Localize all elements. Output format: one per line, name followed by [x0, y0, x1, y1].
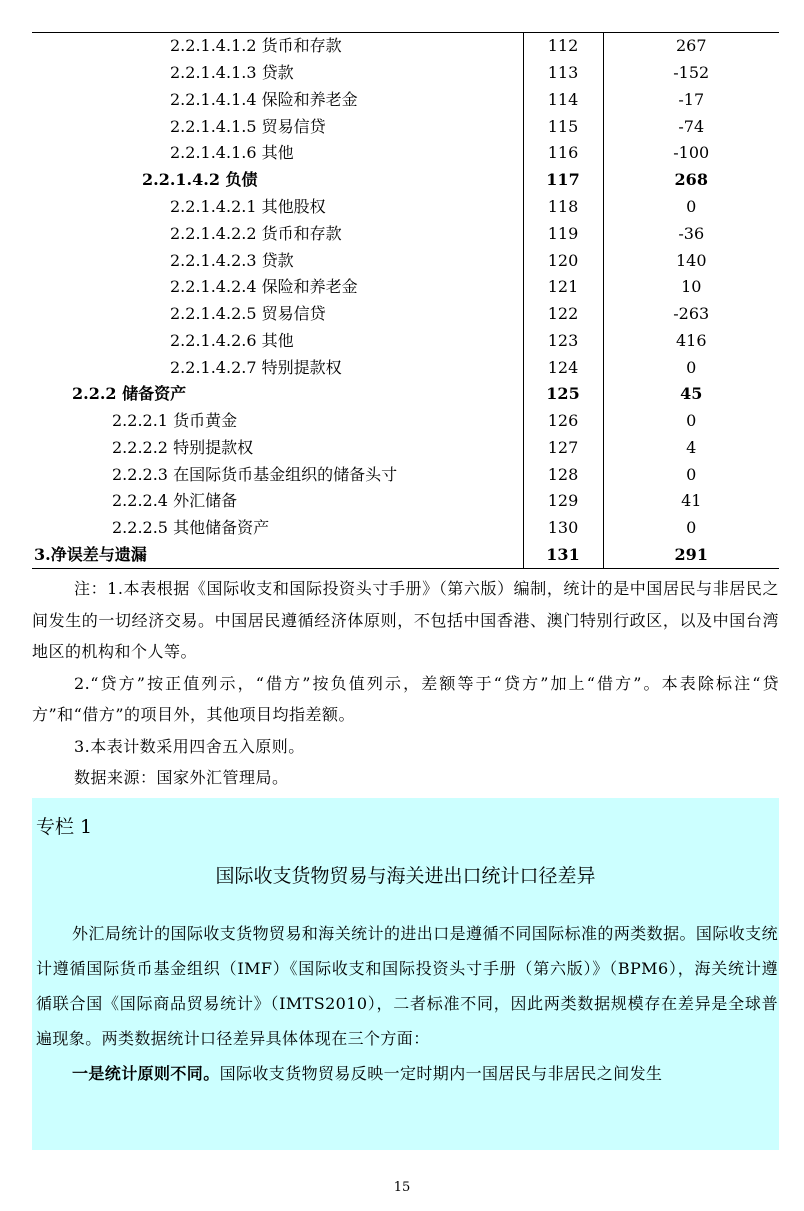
item-label: 2.2.2.4 外汇储备: [112, 491, 238, 511]
box-paragraph-1: 外汇局统计的国际收支货物贸易和海关统计的进出口是遵循不同国际标准的两类数据。国际收支统计遵循国际货币基金组织（IMF）《国际收支和国际投资头寸手册（第六版）》（BPM6），海关统计遵循联合国《国际商品贸易统计》（IMTS2010），二者标准不同，因此两类数据规模存在差异是全球普遍现象。两类数据统计口径差异具体体现在三个方面：: [36, 924, 778, 1048]
item-value: 4: [603, 434, 779, 461]
note-1: 注：1.本表根据《国际收支和国际投资头寸手册》（第六版）编制，统计的是中国居民与非居民之间发生的一切经济交易。中国居民遵循经济体原则，不包括中国香港、澳门特别行政区，以及中国台湾地区的机构和个人等。: [32, 579, 779, 661]
table-row: [32, 301, 779, 328]
table-row: [32, 542, 779, 569]
item-code: 121: [523, 274, 603, 301]
item-code: 119: [523, 220, 603, 247]
item-value: 416: [603, 327, 779, 354]
item-code: 129: [523, 488, 603, 515]
item-value: 291: [603, 542, 779, 569]
item-value: 0: [603, 408, 779, 435]
note-2: 2.“贷方”按正值列示，“借方”按负值列示，差额等于“贷方”加上“借方”。本表除标注“贷方”和“借方”的项目外，其他项目均指差额。: [32, 673, 779, 724]
item-code: 116: [523, 140, 603, 167]
item-label: 2.2.1.4.2.3 贷款: [170, 250, 294, 270]
table-row: [32, 247, 779, 274]
table-row: [32, 408, 779, 435]
table-row: [32, 60, 779, 87]
item-label: 2.2.1.4.1.2 货币和存款: [32, 33, 523, 60]
item-value: 41: [603, 488, 779, 515]
item-label: 2.2.2.1 货币黄金: [112, 411, 238, 431]
item-label: 2.2.1.4.1.4 保险和养老金: [170, 89, 358, 109]
item-code: 131: [523, 542, 603, 569]
item-code: 130: [523, 515, 603, 542]
box-label: 专栏 1: [36, 816, 93, 838]
page-number: 15: [393, 1180, 411, 1195]
item-label: 3.净误差与遗漏: [32, 542, 523, 569]
item-label: 2.2.1.4.1.5 贸易信贷: [170, 116, 326, 136]
item-label: 2.2.1.4.2.1 其他股权: [170, 196, 326, 216]
box-body: [36, 916, 778, 1091]
item-label: 2.2.1.4.2.2 货币和存款: [170, 223, 342, 243]
table-row: [32, 167, 779, 194]
data-source: 数据来源：国家外汇管理局。: [74, 768, 289, 787]
item-label: 2.2.1.4.2.7 特别提款权: [170, 357, 342, 377]
table-row: [32, 354, 779, 381]
item-code: 115: [523, 113, 603, 140]
item-code: 122: [523, 301, 603, 328]
item-label: 2.2.1.4.1.3 贷款: [170, 63, 294, 83]
item-code: 112: [523, 33, 603, 60]
item-label: 2.2.1.4.2 负债: [142, 170, 258, 190]
table-row: [32, 274, 779, 301]
item-code: 117: [523, 167, 603, 194]
bop-table: [32, 32, 779, 569]
item-code: 120: [523, 247, 603, 274]
item-value: 267: [603, 33, 779, 60]
item-code: 123: [523, 327, 603, 354]
item-code: 125: [523, 381, 603, 408]
item-value: 140: [603, 247, 779, 274]
table-row: [32, 113, 779, 140]
table-row: [32, 87, 779, 114]
table-row: [32, 33, 779, 60]
item-code: 127: [523, 434, 603, 461]
item-label: 2.2.1.4.2.6 其他: [170, 330, 294, 350]
table-row: [32, 194, 779, 221]
box-title: 国际收支货物贸易与海关进出口统计口径差异: [215, 865, 596, 887]
item-value: -17: [603, 87, 779, 114]
item-value: 10: [603, 274, 779, 301]
item-value: -74: [603, 113, 779, 140]
item-code: 126: [523, 408, 603, 435]
item-code: 113: [523, 60, 603, 87]
box-paragraph-2: [36, 1056, 778, 1091]
table-row: [32, 515, 779, 542]
table-row: [32, 461, 779, 488]
table-row: [32, 220, 779, 247]
table-row: [32, 434, 779, 461]
item-code: 114: [523, 87, 603, 114]
item-value: -36: [603, 220, 779, 247]
item-code: 124: [523, 354, 603, 381]
item-value: 45: [603, 381, 779, 408]
note-3: 3.本表计数采用四舍五入原则。: [74, 736, 305, 756]
box-paragraph-2-text: 国际收支货物贸易反映一定时期内一国居民与非居民之间发生: [219, 1064, 663, 1083]
item-code: 128: [523, 461, 603, 488]
column-box: [32, 798, 779, 1150]
item-value: 268: [603, 167, 779, 194]
item-value: 0: [603, 354, 779, 381]
table-row: [32, 327, 779, 354]
item-label: 2.2.1.4.1.6 其他: [170, 143, 294, 163]
item-value: 0: [603, 194, 779, 221]
table-row: [32, 140, 779, 167]
notes: [32, 573, 779, 794]
item-label: 2.2.1.4.2.4 保险和养老金: [170, 277, 358, 297]
item-label: 2.2.2 储备资产: [72, 384, 187, 404]
box-paragraph-2-lead: 一是统计原则不同。: [72, 1064, 220, 1083]
item-label: 2.2.2.5 其他储备资产: [112, 518, 270, 538]
item-value: -263: [603, 301, 779, 328]
item-value: -100: [603, 140, 779, 167]
table-row: [32, 488, 779, 515]
item-code: 118: [523, 194, 603, 221]
table-row: [32, 381, 779, 408]
item-value: -152: [603, 60, 779, 87]
item-label: 2.2.1.4.2.5 贸易信贷: [170, 304, 326, 324]
item-value: 0: [603, 515, 779, 542]
item-label: 2.2.2.3 在国际货币基金组织的储备头寸: [112, 464, 398, 484]
item-label: 2.2.2.2 特别提款权: [112, 437, 254, 457]
item-value: 0: [603, 461, 779, 488]
